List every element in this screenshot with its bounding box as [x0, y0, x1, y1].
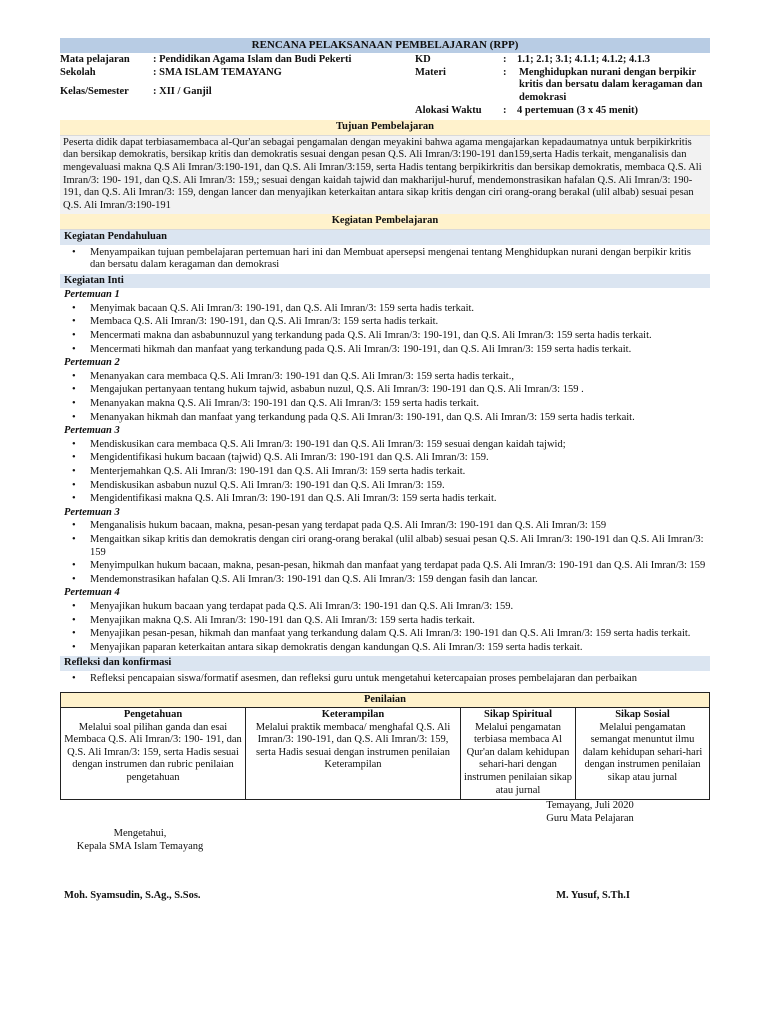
pertemuan-label: Pertemuan 2	[64, 357, 120, 369]
list-item: • Menanyakan makna Q.S. Ali Imran/3: 190-191 dan Q.S. Ali Imran/3: 159 serta hadis terkait.	[62, 398, 708, 411]
sekolah-label: Sekolah	[60, 66, 96, 78]
signature-right-line2: Guru Mata Pelajaran	[546, 812, 634, 824]
penilaian-col-pengetahuan	[61, 708, 246, 799]
pertemuan-list	[62, 601, 708, 654]
list-item: • Menyimpulkan hukum bacaan, makna, pesan-pesan, hikmah dan manfaat yang terdapat pada Q.S. Ali Imran/3: 190-191 dan Q.S. Ali Imran/3: 159	[62, 560, 708, 573]
list-item: • Menyajikan hukum bacaan yang terdapat pada Q.S. Ali Imran/3: 190-191 dan Q.S. Ali Imran/3: 159.	[62, 601, 708, 614]
document-title: RENCANA PELAKSANAAN PEMBELAJARAN (RPP)	[60, 38, 710, 53]
signature-left-name: Moh. Syamsudin, S.Ag., S.Sos.	[64, 890, 201, 902]
list-item: • Menyimak bacaan Q.S. Ali Imran/3: 190-191, dan Q.S. Ali Imran/3: 159 serta hadis terkait.	[62, 303, 708, 316]
signature-left-line2: Kepala SMA Islam Temayang	[76, 840, 204, 852]
materi-colon: :	[503, 66, 507, 78]
penilaian-col-text: Melalui pengamatan terbiasa membaca Al Qur'an dalam kehidupan sehari-hari dengan instrumen penilaian sikap atau jurnal	[464, 721, 572, 796]
pertemuan-list	[62, 303, 708, 356]
kd-colon: :	[503, 54, 507, 66]
list-item: • Membaca Q.S. Ali Imran/3: 190-191, dan Q.S. Ali Imran/3: 159 serta hadis terkait.	[62, 316, 708, 329]
materi-value: Menghidupkan nurani dengan berpikir kritis dan bersatu dalam keragaman dan demokrasi	[519, 66, 703, 103]
signature-right-name: M. Yusuf, S.Th.I	[556, 890, 630, 902]
list-item: • Menanyakan hikmah dan manfaat yang terkandung pada Q.S. Ali Imran/3: 190-191, dan Q.S. Ali Imran/3: 159 serta hadis terkait.	[62, 412, 708, 425]
list-item: • Menyajikan pesan-pesan, hikmah dan manfaat yang terkandung dalam Q.S. Ali Imran/3: 190-191 dan Q.S. Ali Imran/3: 159 serta hadis terkait.	[62, 628, 708, 641]
tujuan-text: Peserta didik dapat terbiasamembaca al-Qur'an sebagai pengamalan dengan meyakini bahwa agama mengajarkan kepadaumatnya untuk berpikirkritis dan bersikap demokratis, bersikap kritis dan demokratis sesuai dengan pesan Q.S. Ali Imran/3:190-191 dan159,serta Hadis terkait, menganalisis dan mengevaluasi makna Q.S Ali Imran/3:190-191, dan Q.S. Ali Imran/3:159, serta Hadis tentang berpikirkritis dan bersikap demokratis, membaca Q.S. Ali Imran/3: 190- 191, dan Q.S. Ali Imran/3: 159,; sesuai dengan kaidah tajwid dan makharijul-huruf, mendemonstrasikan hafalan Q.S. Ali Imran/3: 190-191, dan Q.S. Ali Imran/3: 159, dengan lancer dan menyajikan keterkaitan antara sikap kritis dengan ciri orang-orang berakal (ulil albab) sesuai pesan Q.S. Ali Imran/3:190-191	[63, 136, 702, 211]
signature-block	[60, 800, 710, 910]
pendahuluan-label: Kegiatan Pendahuluan	[60, 230, 710, 245]
list-item: • Mendiskusikan cara membaca Q.S. Ali Imran/3: 190-191 dan Q.S. Ali Imran/3: 159 sesuai dengan kaidah tajwid;	[62, 439, 708, 452]
penilaian-col-sosial	[576, 708, 709, 799]
list-item: • Menganalisis hukum bacaan, makna, pesan-pesan yang terdapat pada Q.S. Ali Imran/3: 190-191 dan Q.S. Ali Imran/3: 159	[62, 520, 708, 533]
penilaian-col-title: Pengetahuan	[123, 709, 183, 721]
signature-left-line1: Mengetahui,	[113, 828, 167, 840]
list-item: • Mengidentifikasi hukum bacaan (tajwid) Q.S. Ali Imran/3: 190-191 dan Q.S. Ali Imran/3: 159.	[62, 452, 708, 465]
pertemuan-label: Pertemuan 4	[64, 587, 120, 599]
pendahuluan-list	[62, 247, 708, 272]
mapel-label: Mata pelajaran	[60, 54, 130, 66]
rpp-document	[60, 38, 710, 910]
mapel-value: : Pendidikan Agama Islam dan Budi Pekerti	[153, 54, 352, 66]
pertemuan-label: Pertemuan 1	[64, 289, 120, 301]
list-item: • Mencermati hikmah dan manfaat yang terkandung pada Q.S. Ali Imran/3: 190-191, dan Q.S. Ali Imran/3: 159 serta hadis terkait.	[62, 344, 708, 357]
refleksi-label: Refleksi dan konfirmasi	[60, 656, 710, 671]
list-item: • Mengaitkan sikap kritis dan demokratis dengan ciri orang-orang berakal (ulil albab) sesuai pesan Q.S. Ali Imran/3: 190-191 dan Q.S. Ali Imran/3: 159	[62, 534, 708, 559]
penilaian-col-keterampilan	[246, 708, 461, 799]
pertemuan-list	[62, 371, 708, 424]
penilaian-col-title: Sikap Sosial	[615, 709, 670, 721]
refleksi-section	[60, 671, 710, 688]
penilaian-grid	[61, 708, 709, 799]
penilaian-col-title: Keterampilan	[321, 709, 385, 721]
alokasi-colon: :	[503, 104, 507, 116]
list-item: • Menyajikan paparan keterkaitan antara sikap demokratis dengan kandungan Q.S. Ali Imran/3: 159 serta hadis terkait.	[62, 642, 708, 655]
penilaian-heading: Penilaian	[61, 693, 709, 709]
list-item: • Menanyakan cara membaca Q.S. Ali Imran/3: 190-191 dan Q.S. Ali Imran/3: 159 serta hadis terkait.,	[62, 371, 708, 384]
pendahuluan-section	[60, 245, 710, 274]
penilaian-col-spiritual	[461, 708, 576, 799]
list-item: • Menterjemahkan Q.S. Ali Imran/3: 190-191 dan Q.S. Ali Imran/3: 159 serta hadis terkait.	[62, 466, 708, 479]
penilaian-col-text: Melalui pengamatan semangat menuntut ilmu dalam kehidupan sehari-hari dengan instrumen penilaian sikap atau jurnal	[582, 721, 703, 784]
tujuan-heading: Tujuan Pembelajaran	[60, 120, 710, 136]
pertemuan-list	[62, 520, 708, 586]
list-item: • Menyajikan makna Q.S. Ali Imran/3: 190-191 dan Q.S. Ali Imran/3: 159 serta hadis terkait.	[62, 615, 708, 628]
inti-label: Kegiatan Inti	[60, 274, 710, 289]
penilaian-col-title: Sikap Spiritual	[484, 709, 552, 721]
penilaian-col-text: Melalui soal pilihan ganda dan esai Membaca Q.S. Ali Imran/3: 190- 191, dan Q.S. Ali Imran/3: 159, serta Hadis sesuai dengan instrumen dan rubric penilaian pengetahuan	[64, 721, 242, 784]
materi-label: Materi	[415, 66, 446, 78]
spacer	[153, 105, 415, 118]
kd-label: KD	[415, 54, 431, 66]
list-item: • Refleksi pencapaian siswa/formatif asesmen, dan refleksi guru untuk mengetahui ketercapaian proses pembelajaran dan perbaikan	[62, 673, 708, 686]
list-item: • Mengidentifikasi makna Q.S. Ali Imran/3: 190-191 dan Q.S. Ali Imran/3: 159 serta hadis terkait.	[62, 493, 708, 506]
sekolah-value: : SMA ISLAM TEMAYANG	[153, 66, 282, 78]
list-item: • Mengajukan pertanyaan tentang hukum tajwid, asbabun nuzul, Q.S. Ali Imran/3: 190-191 dan Q.S. Ali Imran/3: 159 .	[62, 384, 708, 397]
pertemuan-label: Pertemuan 3	[64, 506, 120, 518]
kelas-value: : XII / Ganjil	[153, 85, 212, 97]
list-item: • Mendemonstrasikan hafalan Q.S. Ali Imran/3: 190-191 dan Q.S. Ali Imran/3: 159 dengan fasih dan lancar.	[62, 574, 708, 587]
signature-right	[520, 800, 660, 825]
pertemuan-list	[62, 439, 708, 506]
list-item: • Mencermati makna dan asbabunnuzul yang terkandung pada Q.S. Ali Imran/3: 190-191, dan Q.S. Ali Imran/3: 159 serta hadis terkait.	[62, 330, 708, 343]
pertemuan-label: Pertemuan 3	[64, 425, 120, 437]
spacer	[60, 105, 153, 118]
alokasi-value: 4 pertemuan (3 x 45 menit)	[517, 104, 639, 116]
kd-value: 1.1; 2.1; 3.1; 4.1.1; 4.1.2; 4.1.3	[517, 54, 650, 66]
kelas-label: Kelas/Semester	[60, 85, 129, 97]
kegiatan-heading: Kegiatan Pembelajaran	[60, 214, 710, 230]
refleksi-list	[62, 673, 708, 686]
tujuan-section	[60, 136, 710, 215]
header-info	[60, 54, 710, 117]
inti-section	[60, 288, 710, 656]
penilaian-col-text: Melalui praktik membaca/ menghafal Q.S. Ali Imran/3: 190-191, dan Q.S. Ali Imran/3: 159, serta Hadis sesuai dengan instrumen penilaian Keterampilan	[255, 721, 451, 771]
penilaian-table	[60, 692, 710, 801]
signature-left	[60, 828, 220, 853]
alokasi-label: Alokasi Waktu	[415, 104, 482, 116]
signature-right-line1: Temayang, Juli 2020	[546, 800, 634, 812]
list-item: • Menyampaikan tujuan pembelajaran pertemuan hari ini dan Membuat apersepsi mengenai tentang Menghidupkan nurani dengan berpikir kritis dan bersatu dalam keragaman dan demokrasi	[62, 247, 708, 272]
list-item: • Mendiskusikan asbabun nuzul Q.S. Ali Imran/3: 190-191 dan Q.S. Ali Imran/3: 159.	[62, 480, 708, 493]
